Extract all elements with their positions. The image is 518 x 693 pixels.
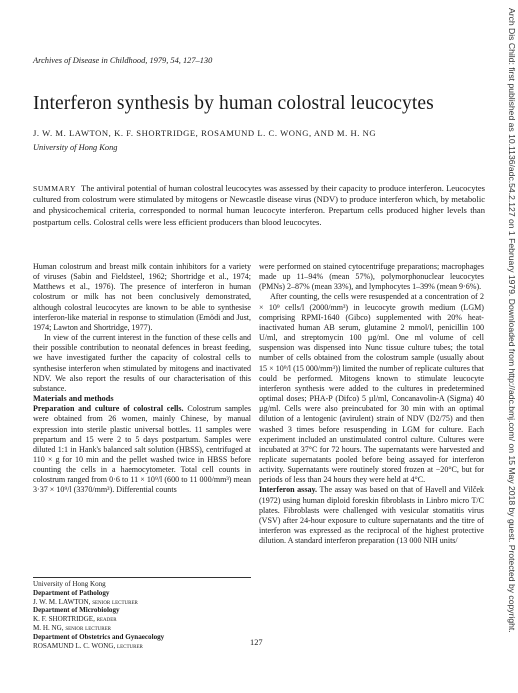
culture-paragraph: After counting, the cells were resuspended at a concentration of 2 × 10⁹ cells/l (2000/mm³) in leucocyte growth medium (LGM) comprising RPMI-1640 (Gibco) supplemented with 20% heat-inactivated human AB serum, glutamine 2 mmol/l, penicillin 100 U/ml, and streptomycin 100 µg/ml. One ml volume of cell suspension was dispensed into Nunc tissue culture tubes; the total number of cells obtained from the colostrum sample (usually about 15 × 10⁹/l (15 000/mm³)) limited the number of replicate cultures that could be performed. Mitogens known to stimulate leucocyte interferon synthesis were added to the cultures in predetermined optimal doses; PHA-P (Difco) 5 µl/ml, Concanavolin-A (Sigma) 40 µg/ml. Cells were also preincubated for 30 min with an optimal dilution of a lentogenic (avirulent) strain of NDV (D2/75) and then washed 3 times before resuspending in LGM for culture. Each experiment included an unstimulated control culture. Cultures were incubated at 37°C for 72 hours. The supernatants were harvested and replicate supernatants pooled before being assayed for interferon activity. Supernatants were routinely stored frozen at −20°C, but for periods of less than 24 hours they were held at 4°C.: [259, 292, 484, 485]
preparation-paragraph: [33, 404, 251, 495]
counts-paragraph: were performed on stained cytocentrifuge preparations; macrophages made up 11–94% (mean 57%), polymorphonuclear leucocytes (PMNs) 2–87% (mean 33%), and lymphocytes 1–39% (mean 9·6%).: [259, 262, 484, 292]
author-affiliation: University of Hong Kong: [33, 143, 118, 152]
affiliations-footnote: [33, 577, 251, 650]
assay-heading: Interferon assay.: [259, 485, 318, 495]
summary-paragraph: [33, 183, 485, 228]
right-column: [259, 262, 484, 546]
summary-label: SUMMARY: [33, 184, 77, 193]
affiliation-line: University of Hong Kong: [33, 580, 106, 588]
intro-paragraph-2: In view of the current interest in the function of these cells and their possible contribution to neonatal defences in breast feeding, we have investigated further the capacity of colostral cells to synthesise interferon when stimulated by mitogens and inactivated NDV. We also report the results of our characterisation of this substance.: [33, 333, 251, 393]
affiliation-author: K. F. SHORTRIDGE, reader: [33, 615, 117, 624]
assay-text: The assay was based on that of Havell and Vilček (1972) using human diploid foreskin fibroblasts in Linbro micro T/C plates. Fibroblasts were challenged with vesicular stomatitis virus (VSV) after 24-hour exposure to culture supernatants and the titre of interferon was expressed as the reciprocal of the highest protective dilution. A standard interferon preparation (13 000 NIH units/: [259, 485, 484, 546]
summary-text: The antiviral potential of human colostral leucocytes was assessed by their capacity to produce interferon. Leucocytes cultured from colostrum were stimulated by mitogens or Newcastle disease virus (NDV) to produce interferon which, by metabolic and physicochemical criteria, corresponded to normal human leucocyte interferon. Prepartum cells produced higher levels than postpartum cells. Colostral cells were less efficient producers than blood leucocytes.: [33, 183, 485, 227]
assay-paragraph: [259, 485, 484, 546]
preparation-heading: Preparation and culture of colostral cells.: [33, 404, 184, 414]
intro-paragraph-1: Human colostrum and breast milk contain inhibitors for a variety of viruses (Sabin and Fieldsteel, 1962; Shortridge et al., 1974; Matthews et al., 1976). The presence of interferon in human colostrum or milk has not been conclusively demonstrated, although colostral leucocytes are known to be able to synthesise interferon-like material in response to stimulation (Emödi and Just, 1974; Lawton and Shortridge, 1977).: [33, 262, 251, 332]
affiliation-author: M. H. NG, senior lecturer: [33, 623, 111, 632]
page-number: 127: [250, 638, 263, 647]
vertical-copyright-strip: [507, 8, 517, 688]
affiliation-author: J. W. M. LAWTON, senior lecturer: [33, 597, 138, 606]
author-list: J. W. M. LAWTON, K. F. SHORTRIDGE, ROSAMUND L. C. WONG, AND M. H. NG: [33, 128, 377, 138]
affiliation-department: Department of Pathology: [33, 588, 110, 597]
left-column: [33, 262, 251, 496]
journal-citation: Archives of Disease in Childhood, 1979, 54, 127–130: [33, 56, 213, 65]
article-title: Interferon synthesis by human colostral leucocytes: [33, 93, 434, 114]
affiliation-department: Department of Microbiology: [33, 606, 120, 615]
affiliation-department: Department of Obstetrics and Gynaecology: [33, 632, 165, 641]
methods-heading: Materials and methods: [33, 394, 114, 404]
preparation-text: Colostrum samples were obtained from 26 women, mainly Chinese, by manual expression into sterile plastic universal bottles. 11 samples were prepartum and 15 were 2 to 5 days postpartum. Samples were diluted 1:1 in Hank's balanced salt solution (HBSS), centrifuged at 110 × g for 10 min and the pellet washed twice in HBSS before counting the cells in a haemocytometer. Total cell counts in colostrum ranged from 0·6 to 11 × 10⁹/l (600 to 11 000/mm³) mean 3·37 × 10⁹/l (3370/mm³). Differential counts: [33, 404, 251, 495]
affiliation-author: ROSAMUND L. C. WONG, lecturer: [33, 641, 143, 650]
vertical-copyright-text: Arch Dis Child: first published as 10.1136/adc.54.2.127 on 1 February 1979. Downloaded from http://adc.bmj.com/ on 15 May 2018 by guest. Protected by copyright.: [507, 8, 517, 633]
